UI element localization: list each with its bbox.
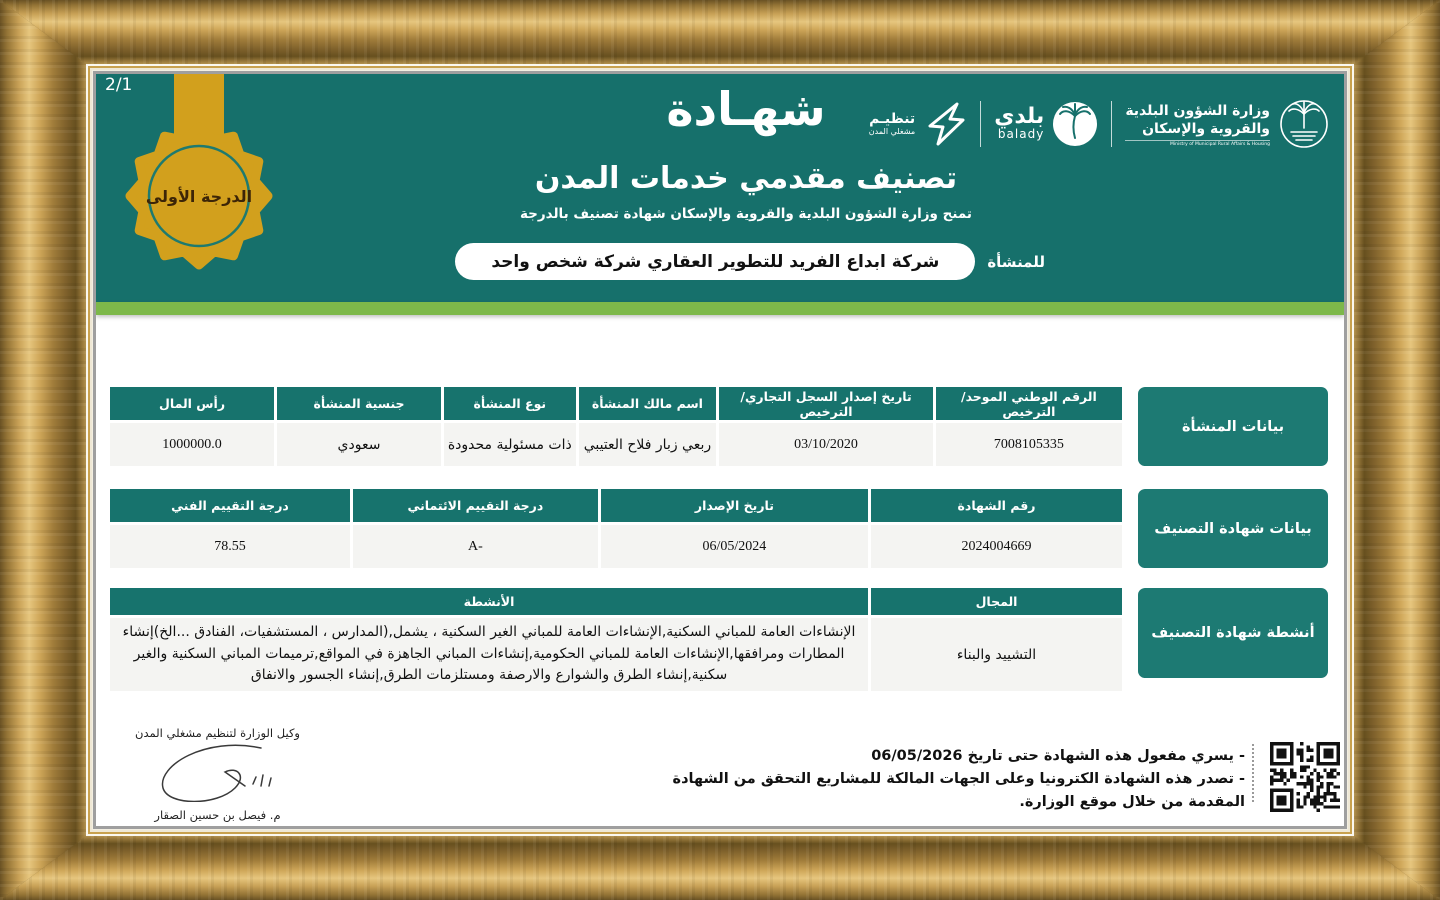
for-entity-label: للمنشأة [987, 252, 1045, 271]
table-cell: ذات مسئولية محدودة [444, 423, 579, 466]
column-header: تاريخ إصدار السجل التجاري/ الترخيص [719, 387, 936, 420]
tanzim-title: تنظيـم [869, 111, 916, 127]
table-cell: 78.55 [110, 525, 353, 568]
entity-table [110, 387, 1122, 466]
tanzim-logo [869, 99, 968, 149]
electronic-note: - تصدر هذه الشهادة الكترونيا وعلى الجهات المالكة للمشاريع التحقق من الشهادة المقدمة من خلال موقع الوزارة. [672, 771, 1245, 810]
entity-side-label: بيانات المنشأة [1138, 387, 1328, 466]
certificate-table-header [110, 489, 1122, 522]
frame-left [0, 0, 86, 900]
entity-section [110, 387, 1328, 466]
tanzim-text [869, 112, 916, 136]
column-header: الأنشطة [110, 588, 871, 615]
certificate-title: شهـادة [666, 82, 826, 136]
tanzim-arrow-icon [923, 99, 967, 149]
table-cell: 03/10/2020 [719, 423, 936, 466]
table-cell: ربعي زبار فلاح العتيبي [579, 423, 720, 466]
ministry-emblem-icon [1278, 96, 1330, 152]
activities-section [110, 588, 1328, 684]
entity-table-header [110, 387, 1122, 420]
logo-divider [980, 101, 981, 147]
balady-ar: بلدي [994, 104, 1045, 129]
green-stripe [96, 302, 1344, 315]
signature-block [120, 726, 315, 822]
badge-grade-text: الدرجة الأولى [145, 187, 253, 206]
table-cell: 2024004669 [871, 525, 1122, 568]
validity-note: - يسري مفعول هذه الشهادة حتى تاريخ 06/05/2026 [871, 748, 1245, 764]
certificate-side-label: بيانات شهادة التصنيف [1138, 489, 1328, 568]
activities-table-row [110, 615, 1122, 691]
column-header: تاريخ الإصدار [601, 489, 871, 522]
certificate-table-row [110, 522, 1122, 568]
entity-name-pill: شركة ابداع الفريد للتطوير العقاري شركة شخص واحد [455, 243, 975, 280]
column-header: جنسية المنشأة [277, 387, 444, 420]
frame-bottom [0, 836, 1440, 900]
certificate-tagline: تمنح وزارة الشؤون البلدية والقروية والإسكان شهادة تصنيف بالدرجة [519, 206, 973, 222]
qr-code [1270, 742, 1340, 812]
balady-logo [994, 101, 1098, 147]
column-header: الرقم الوطني الموحد/ الترخيص [936, 387, 1122, 420]
ministry-name-en: Ministry of Municipal Rural Affairs & Housing [1125, 140, 1270, 147]
column-header: نوع المنشأة [444, 387, 579, 420]
logo-divider [1111, 101, 1112, 147]
certificate-subtitle: تصنيف مقدمي خدمات المدن [534, 161, 958, 196]
footer-notes [625, 745, 1245, 814]
certificate-data-section [110, 489, 1328, 568]
column-header: درجة التقييم الفني [110, 489, 353, 522]
column-header: رأس المال [110, 387, 277, 420]
ministry-text [1125, 102, 1270, 147]
frame-right [1354, 0, 1440, 900]
field-cell: التشييد والبناء [871, 618, 1122, 691]
column-header: رقم الشهادة [871, 489, 1122, 522]
page-number: 2/1 [105, 75, 133, 95]
entity-row [455, 243, 1045, 280]
activities-cell: الإنشاءات العامة للمباني السكنية,الإنشاءات العامة للمباني الغير السكنية ، يشمل,(المدارس ، المستشفيات، الفنادق ...الخ)إنشاء المطارات ومرافقها,الإنشاءات العامة للمباني الحكومية,إنشاءات المباني الجاهزة في المواقع,ترميمات المباني السكنية والغير سكنية,إنشاء الطرق والشوارع والارصفة ومستلزمات الطرق,إنشاء الجسور والانفاق [110, 618, 871, 691]
table-cell: 7008105335 [936, 423, 1122, 466]
signature [143, 740, 293, 802]
activities-table-header [110, 588, 1122, 615]
column-header: المجال [871, 588, 1122, 615]
certificate-table [110, 489, 1122, 568]
column-header: درجة التقييم الائتماني [353, 489, 601, 522]
ministry-name-ar-2: والقروية والإسكان [1142, 120, 1270, 137]
tanzim-subtitle: مشغلي المدن [868, 127, 916, 136]
activities-side-label: أنشطة شهادة التصنيف [1138, 588, 1328, 678]
signatory-title: وكيل الوزارة لتنظيم مشغلي المدن [135, 726, 300, 740]
qr-dotted-divider [1252, 744, 1254, 802]
ministry-name-ar-1: وزارة الشؤون البلدية [1125, 102, 1270, 119]
activities-table [110, 588, 1122, 684]
grade-medal [114, 74, 284, 284]
balady-text [994, 104, 1045, 141]
balady-en: balady [997, 127, 1045, 141]
ministry-logo [1125, 96, 1330, 152]
table-cell: سعودي [277, 423, 444, 466]
table-cell: A- [353, 525, 601, 568]
balady-palm-icon [1052, 101, 1098, 147]
entity-table-row [110, 420, 1122, 466]
table-cell: 06/05/2024 [601, 525, 871, 568]
table-cell: 1000000.0 [110, 423, 277, 466]
frame-top [0, 0, 1440, 64]
signatory-name: م. فيصل بن حسين الصقار [154, 808, 281, 822]
logo-cluster [869, 88, 1330, 160]
column-header: اسم مالك المنشأة [579, 387, 720, 420]
certificate-sheet [96, 74, 1344, 826]
